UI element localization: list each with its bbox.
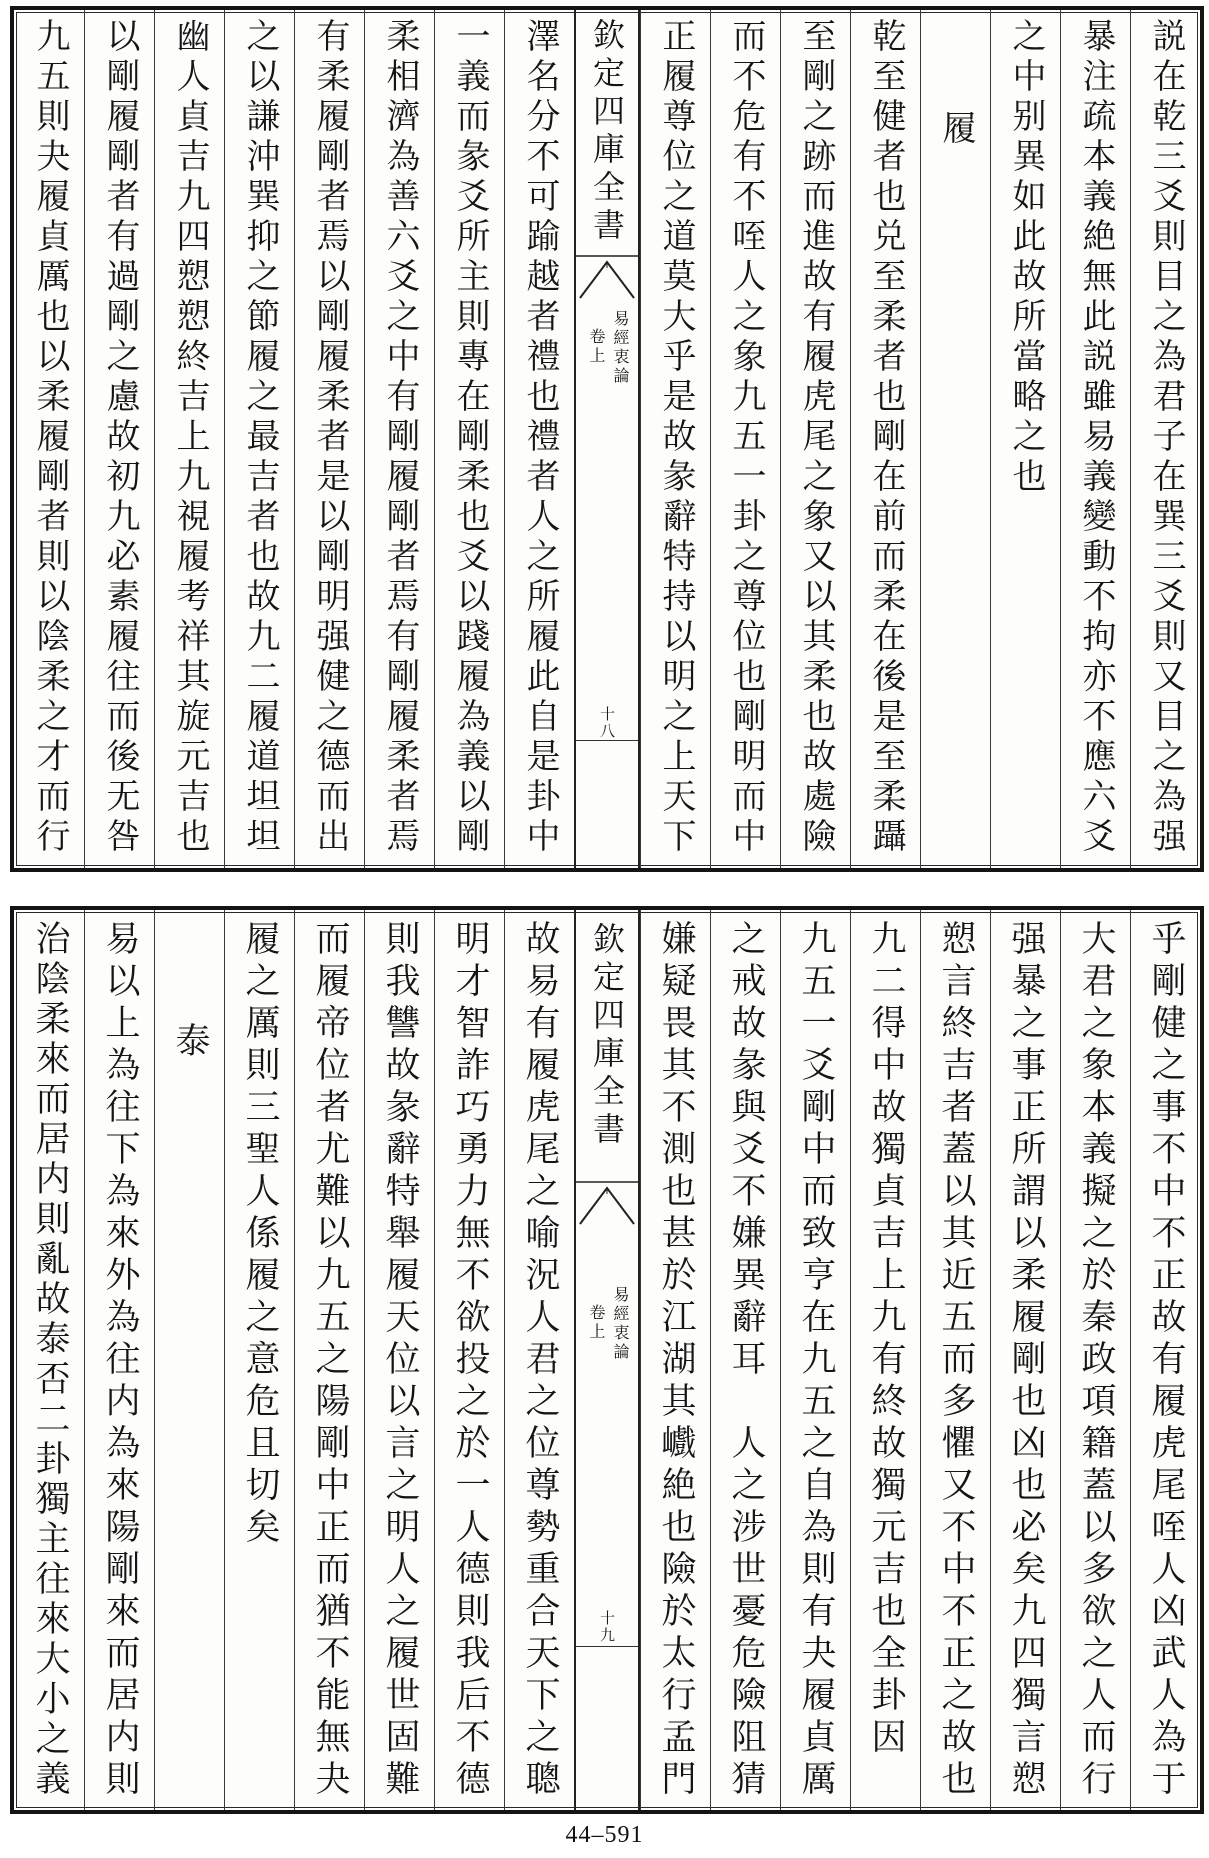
fold-divider xyxy=(576,740,638,741)
text-column-7: 而不危有不咥人之象九五一卦之尊位也剛明而中 xyxy=(710,10,780,868)
text-column-11: 則我讐故彖辭特舉履天位以言之明人之履世固難 xyxy=(364,910,434,1810)
text-column-15: 以剛履剛者有過剛之慮故初九必素履往而後无咎 xyxy=(84,10,154,868)
section-heading-lu: 履 xyxy=(920,10,990,868)
fold-divider xyxy=(576,1646,638,1647)
text-column-8: 嫌疑畏其不測也甚於江湖其巇絶也險於太行孟門 xyxy=(640,910,710,1810)
text-column-11: 柔相濟為善六爻之中有剛履剛者焉有剛履柔者焉 xyxy=(364,10,434,868)
text-column-15: 易以上為往下為來外為往内為來陽剛來而居内則 xyxy=(84,910,154,1810)
book-title: 易經衷論 xyxy=(611,1286,630,1362)
text-column-7: 之戒故彖與爻不嫌異辭耳 人之涉世憂危險阻猜 xyxy=(710,910,780,1810)
text-column-3: 强暴之事正所謂以柔履剛也凶也必矣九四獨言愬 xyxy=(990,910,1060,1810)
text-column-6: 九五一爻剛中而致亨在九五之自為則有夬履貞厲 xyxy=(780,910,850,1810)
series-title: 欽定四庫全書 xyxy=(588,922,626,1150)
text-column-14: 幽人貞吉九四愬愬終吉上九視履考祥其旋元吉也 xyxy=(154,10,224,868)
text-column-6: 至剛之跡而進故有履虎尾之象又以其柔也故處險 xyxy=(780,10,850,868)
leaf-number: 十九 xyxy=(598,1610,616,1644)
leaf-number: 十八 xyxy=(598,706,616,740)
text-column-1: 乎剛健之事不中不正故有履虎尾咥人凶武人為于 xyxy=(1130,910,1200,1810)
volume-label: 卷上 xyxy=(587,1304,606,1342)
text-column-12: 有柔履剛者焉以剛履柔者是以剛明强健之德而出 xyxy=(294,10,364,868)
text-column-3: 之中别異如此故所當略之也 xyxy=(990,10,1060,868)
text-column-12: 而履帝位者尤難以九五之陽剛中正而猶不能無夬 xyxy=(294,910,364,1810)
text-column-9: 故易有履虎尾之喻況人君之位尊勢重合天下之聰 xyxy=(504,910,574,1810)
fishtail-mark-icon xyxy=(576,254,638,302)
text-column-16: 九五則夬履貞厲也以柔履剛者則以陰柔之才而行 xyxy=(30,18,70,858)
text-column-8: 正履尊位之道莫大乎是故彖辭特持以明之上天下 xyxy=(640,10,710,868)
center-fold xyxy=(574,10,640,868)
text-column-16: 治陰柔來而居内則亂故泰否二卦獨主往來大小之義 xyxy=(30,920,70,1800)
text-column-5: 乾至健者也兑至柔者也剛在前而柔在後是至柔躡 xyxy=(850,10,920,868)
series-title: 欽定四庫全書 xyxy=(588,18,626,246)
volume-label: 卷上 xyxy=(587,328,606,366)
page-leaf-19 xyxy=(10,906,1204,1814)
text-column-4: 愬言終吉者蓋以其近五而多懼又不中不正之故也 xyxy=(920,910,990,1810)
book-title: 易經衷論 xyxy=(611,310,630,386)
fishtail-mark-icon xyxy=(576,1180,638,1228)
text-column-5: 九二得中故獨貞吉上九有終故獨元吉也全卦因 xyxy=(850,910,920,1810)
page-leaf-18 xyxy=(10,6,1204,872)
text-column-13: 之以謙沖巽抑之節履之最吉者也故九二履道坦坦 xyxy=(224,10,294,868)
text-column-13: 履之厲則三聖人係履之意危且切矣 xyxy=(224,910,294,1810)
text-column-2: 暴注疏本義絶無此説雖易義變動不拘亦不應六爻 xyxy=(1060,10,1130,868)
section-heading-tai: 泰 xyxy=(154,910,224,1810)
reprint-page-number: 44–591 xyxy=(565,1822,644,1848)
text-column-1: 説在乾三爻則目之為君子在巽三爻則又目之為强 xyxy=(1130,10,1200,868)
text-column-10: 明才智詐巧勇力無不欲投之於一人德則我后不德 xyxy=(434,910,504,1810)
center-fold xyxy=(574,910,640,1810)
text-column-2: 大君之象本義擬之於秦政項籍蓋以多欲之人而行 xyxy=(1060,910,1130,1810)
text-column-9: 澤名分不可踰越者禮也禮者人之所履此自是卦中 xyxy=(504,10,574,868)
text-column-10: 一義而彖爻所主則專在剛柔也爻以踐履為義以剛 xyxy=(434,10,504,868)
